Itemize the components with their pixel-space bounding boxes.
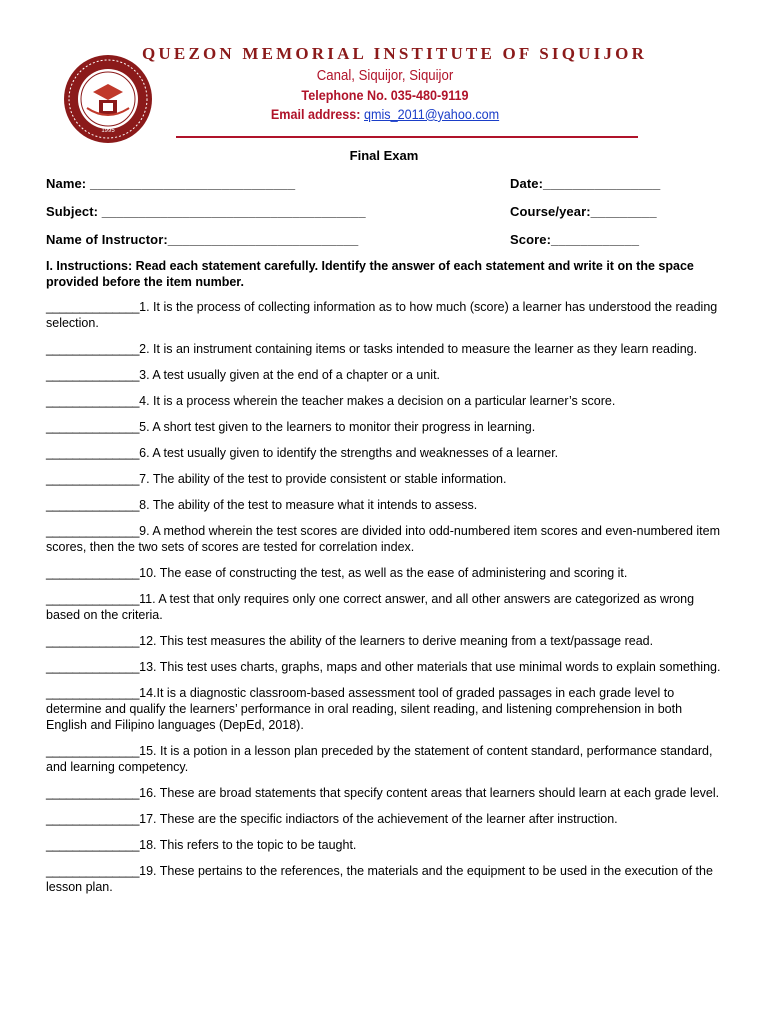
instructions: I. Instructions: Read each statement carefully. Identify the answer of each statement and write it on the space provided before the item number. [46, 259, 694, 289]
answer-blank[interactable]: ______________ [46, 592, 140, 606]
answer-blank[interactable]: ______________ [46, 812, 140, 826]
school-address: Canal, Siquijor, Siquijor [316, 67, 454, 84]
email-link[interactable]: qmis_2011@yahoo.com [364, 106, 500, 122]
question-text: 7. The ability of the test to provide consistent or stable information. [139, 472, 507, 486]
answer-blank[interactable]: ______________ [46, 472, 140, 486]
question-text: 19. These pertains to the references, the materials and the equipment to be used in the execution of the lesson plan. [46, 864, 713, 894]
question-item [46, 863, 726, 895]
school-phone: Telephone No. 035-480-9119 [301, 87, 469, 103]
question-text: 4. It is a process wherein the teacher makes a decision on a particular learner’s score. [139, 394, 616, 408]
school-seal-icon [63, 54, 153, 144]
answer-blank[interactable]: ______________ [46, 300, 140, 314]
question-text: 18. This refers to the topic to be taught. [139, 838, 357, 852]
answer-blank[interactable]: ______________ [46, 686, 140, 700]
question-item [46, 497, 726, 513]
school-name: QUEZON MEMORIAL INSTITUTE OF SIQUIJOR [142, 44, 648, 63]
answer-blank[interactable]: ______________ [46, 394, 140, 408]
answer-blank[interactable]: ______________ [46, 498, 140, 512]
seal-year: 1995 [101, 128, 115, 134]
answer-blank[interactable]: ______________ [46, 342, 140, 356]
question-list [46, 299, 726, 895]
question-item [46, 837, 726, 853]
question-text: 5. A short test given to the learners to monitor their progress in learning. [139, 420, 536, 434]
letterhead [0, 0, 768, 150]
answer-blank[interactable]: ______________ [46, 660, 140, 674]
question-text: 3. A test usually given at the end of a chapter or a unit. [139, 368, 441, 382]
question-text: 6. A test usually given to identify the strengths and weaknesses of a learner. [139, 446, 559, 460]
answer-blank[interactable]: ______________ [46, 524, 140, 538]
question-item [46, 393, 726, 409]
question-item [46, 685, 726, 733]
email-label: Email address: [270, 106, 365, 122]
date-field[interactable]: Date:________________ [510, 176, 661, 191]
question-text: 11. A test that only requires only one correct answer, and all other answers are categorized as wrong based on the criteria. [46, 592, 695, 622]
exam-title: Final Exam [349, 148, 419, 163]
question-text: 12. This test measures the ability of the learners to derive meaning from a text/passage read. [139, 634, 654, 648]
question-item [46, 367, 726, 383]
question-item [46, 341, 726, 357]
answer-blank[interactable]: ______________ [46, 446, 140, 460]
question-item [46, 591, 726, 623]
question-item [46, 565, 726, 581]
answer-blank[interactable]: ______________ [46, 634, 140, 648]
question-text: 17. These are the specific indiactors of the achievement of the learner after instruction. [139, 812, 618, 826]
question-text: 15. It is a potion in a lesson plan preceded by the statement of content standard, performance standard, and learning competency. [46, 744, 713, 774]
answer-blank[interactable]: ______________ [46, 786, 140, 800]
answer-blank[interactable]: ______________ [46, 744, 140, 758]
question-text: 9. A method wherein the test scores are divided into odd-numbered item scores and even-numbered item scores, then the two sets of scores are tested for correlation index. [46, 524, 721, 554]
course-year-field[interactable]: Course/year:_________ [510, 204, 657, 219]
question-text: 13. This test uses charts, graphs, maps and other materials that use minimal words to explain something. [139, 660, 721, 674]
question-item [46, 471, 726, 487]
question-item [46, 299, 726, 331]
school-email-line [183, 106, 588, 122]
answer-blank[interactable]: ______________ [46, 838, 140, 852]
subject-field[interactable]: Subject: ____________________________________ [46, 204, 366, 219]
question-item [46, 659, 726, 675]
question-item [46, 743, 726, 775]
header-divider [176, 136, 638, 138]
answer-blank[interactable]: ______________ [46, 566, 140, 580]
question-item [46, 445, 726, 461]
answer-blank[interactable]: ______________ [46, 420, 140, 434]
score-field[interactable]: Score:____________ [510, 232, 640, 247]
question-text: 8. The ability of the test to measure what it intends to assess. [139, 498, 478, 512]
question-item [46, 785, 726, 801]
question-text: 14.It is a diagnostic classroom-based assessment tool of graded passages in each grade level to determine and qualify the learners’ performance in oral reading, silent reading, and listening comprehension in both English and Filipino languages (DepEd, 2018). [46, 686, 683, 732]
question-text: 10. The ease of constructing the test, as well as the ease of administering and scoring it. [139, 566, 628, 580]
question-item [46, 633, 726, 649]
answer-blank[interactable]: ______________ [46, 864, 140, 878]
question-item [46, 523, 726, 555]
question-text: 2. It is an instrument containing items or tasks intended to measure the learner as they learn reading. [139, 342, 698, 356]
answer-blank[interactable]: ______________ [46, 368, 140, 382]
question-item [46, 419, 726, 435]
question-text: 1. It is the process of collecting information as to how much (score) a learner has understood the reading selection. [46, 300, 718, 330]
question-text: 16. These are broad statements that specify content areas that learners should learn at each grade level. [139, 786, 720, 800]
question-item [46, 811, 726, 827]
instructor-field[interactable]: Name of Instructor:__________________________ [46, 232, 359, 247]
name-field[interactable]: Name: ____________________________ [46, 176, 296, 191]
